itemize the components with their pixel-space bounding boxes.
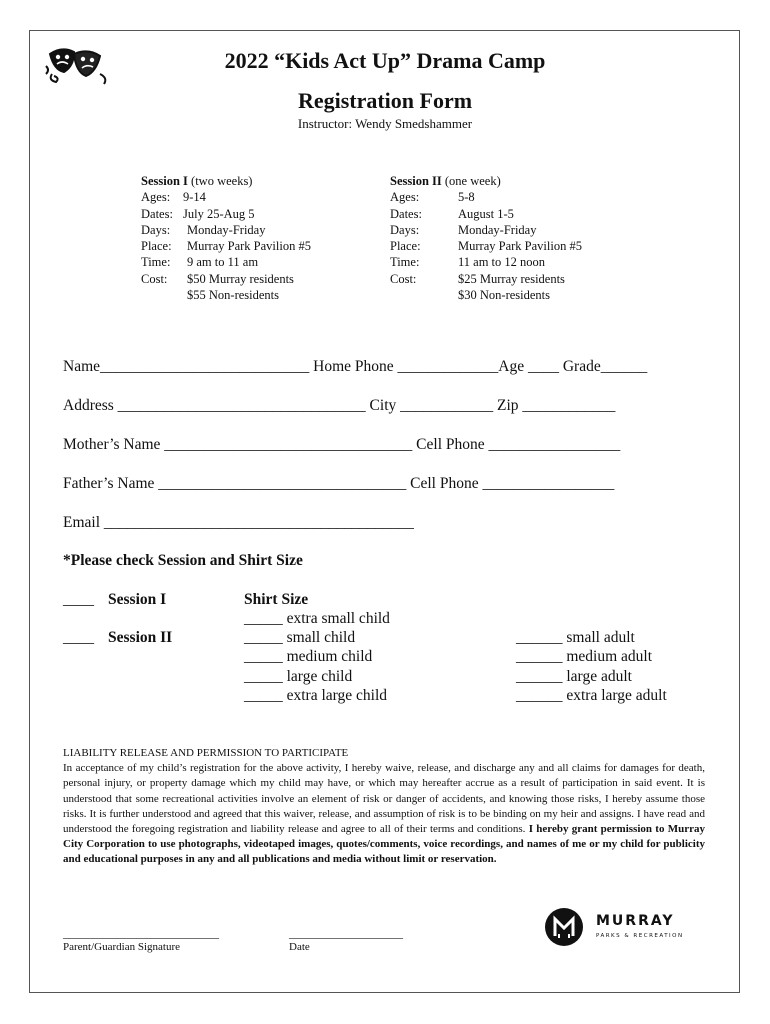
session2-key: Place:	[390, 239, 421, 254]
session2-heading-bold: Session II	[390, 174, 442, 188]
session2-key: Time:	[390, 255, 420, 270]
shirt-size-heading: Shirt Size	[244, 591, 309, 608]
session1-check-label: Session I	[108, 591, 167, 608]
session1-value: $50 Murray residents	[187, 271, 294, 286]
liability-heading: LIABILITY RELEASE AND PERMISSION TO PARTICIPATE	[63, 747, 349, 759]
session2-value: August 1-5	[458, 206, 514, 221]
session2-value: Monday-Friday	[458, 222, 537, 237]
signature-line[interactable]: __________________________	[63, 926, 219, 940]
session1-key: Days:	[141, 222, 171, 237]
liability-body: In acceptance of my child’s registration for the above activity, I hereby waive, release, and discharge any and all claims for damages for death, personal injury, or property damage which my child may have, or which may hereafter accrue as a result of participation in said event. It is understood that some recreational activities involve an element of risk or danger of accidents, and knowing those risks, I hereby assume those risks. It is further understood and agreed that this waiver, release, and assumption of risk is to be binding on my heir and assigns. I have read and understood the foregoing registration and liability release and agree to all of their terms and conditions.	[63, 762, 705, 836]
form-title: 2022 “Kids Act Up” Drama Camp	[224, 48, 546, 73]
session1-key: Dates:	[141, 206, 173, 221]
liability-section	[63, 746, 705, 868]
shirt-option-adult[interactable]: ______ small adult	[516, 629, 635, 646]
logo-name: MURRAY	[596, 913, 675, 929]
check-heading: *Please check Session and Shirt Size	[63, 552, 303, 569]
session1-value: 9 am to 11 am	[187, 255, 259, 270]
session1-key: Ages:	[141, 190, 171, 205]
instructor-line: Instructor: Wendy Smedshammer	[297, 116, 473, 131]
shirt-option-adult[interactable]: ______ extra large adult	[516, 687, 667, 704]
form-subtitle: Registration Form	[297, 88, 473, 113]
session1-key: Cost:	[141, 271, 168, 286]
session2-key: Cost:	[390, 271, 417, 286]
logo-tagline: PARKS & RECREATION	[596, 933, 684, 939]
session2-checkbox[interactable]: ____	[63, 629, 94, 646]
session2-heading	[390, 173, 620, 189]
shirt-option-adult[interactable]: ______ medium adult	[516, 648, 653, 665]
session1-value: $55 Non-residents	[187, 288, 279, 303]
session1-heading	[141, 173, 371, 189]
address-city-zip-field[interactable]: Address ________________________________ City ____________ Zip ____________	[63, 397, 616, 414]
mother-name-cell-field[interactable]: Mother’s Name ________________________________ Cell Phone _________________	[63, 436, 621, 453]
session1-heading-rest: (two weeks)	[187, 174, 253, 188]
session2-value: Murray Park Pavilion #5	[458, 239, 582, 254]
session1-heading-bold: Session I	[141, 174, 188, 188]
session1-key: Place:	[141, 239, 172, 254]
session1-checkbox[interactable]: ____	[63, 591, 94, 608]
session2-value: $30 Non-residents	[458, 288, 550, 303]
session1-value: July 25-Aug 5	[183, 206, 255, 221]
liability-text	[63, 761, 705, 867]
session1-value: Monday-Friday	[187, 222, 266, 237]
name-phone-age-grade-field[interactable]: Name___________________________ Home Phone _____________Age ____ Grade______	[63, 358, 648, 375]
session1-value: Murray Park Pavilion #5	[187, 239, 311, 254]
session2-value: $25 Murray residents	[458, 271, 565, 286]
session1-value: 9-14	[183, 190, 206, 205]
shirt-option-adult[interactable]: ______ large adult	[516, 668, 632, 685]
session2-info	[390, 173, 620, 303]
father-name-cell-field[interactable]: Father’s Name ________________________________ Cell Phone _________________	[63, 475, 615, 492]
murray-m-logo-icon	[545, 908, 583, 946]
shirt-option-child[interactable]: _____ medium child	[244, 648, 373, 665]
shirt-option-child[interactable]: _____ large child	[244, 668, 353, 685]
signature-label: Parent/Guardian Signature	[63, 941, 180, 953]
shirt-option-child[interactable]: _____ extra small child	[244, 610, 390, 627]
session2-key: Days:	[390, 222, 420, 237]
session2-value: 5-8	[458, 190, 475, 205]
liability-permission: I hereby grant permission to Murray City Corporation to use photographs, videotaped images, quotes/comments, voice recordings, and names of me or my child for publicity and educational purposes in any and all publications and media without limit or reservation.	[63, 823, 705, 866]
session2-key: Dates:	[390, 206, 422, 221]
session2-check-label: Session II	[108, 629, 173, 646]
session2-key: Ages:	[390, 190, 420, 205]
session2-value: 11 am to 12 noon	[458, 255, 546, 270]
email-field[interactable]: Email ________________________________________	[63, 514, 414, 531]
date-line[interactable]: ___________________	[289, 926, 403, 940]
shirt-option-child[interactable]: _____ small child	[244, 629, 356, 646]
session1-info	[141, 173, 371, 303]
session1-key: Time:	[141, 255, 171, 270]
date-label: Date	[289, 941, 310, 953]
shirt-option-child[interactable]: _____ extra large child	[244, 687, 388, 704]
session2-heading-rest: (one week)	[441, 174, 501, 188]
